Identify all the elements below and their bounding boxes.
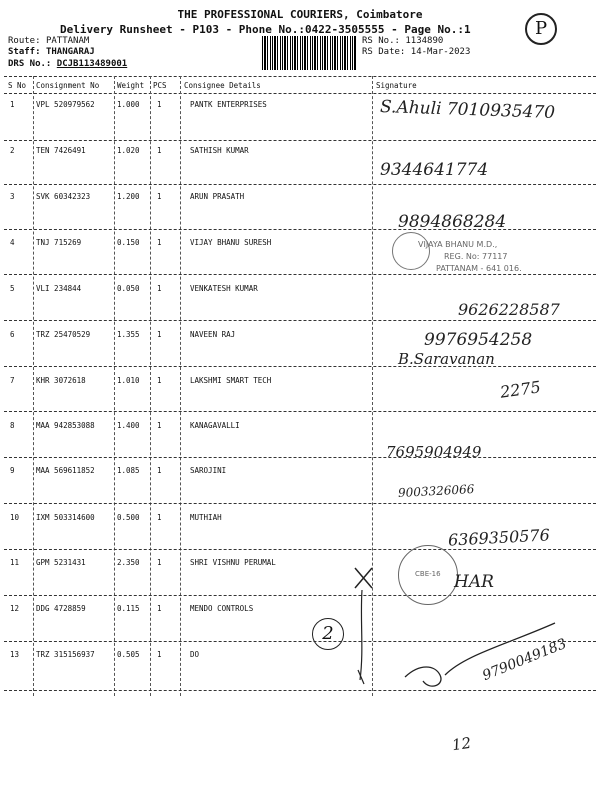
col-header-consignee: Consignee Details (184, 81, 261, 90)
row-consignee: VENKATESH KUMAR (190, 284, 258, 293)
row-weight: 0.505 (117, 650, 140, 659)
runsheet-title: Delivery Runsheet - P103 - Phone No.:0422-3505555 - Page No.:1 (60, 23, 471, 36)
stamp-handwriting: HAR (454, 572, 494, 592)
signature-scribble-icon (395, 615, 565, 695)
row-weight: 1.020 (117, 146, 140, 155)
row-pcs: 1 (157, 650, 162, 659)
row-sno: 3 (10, 192, 15, 201)
row-consignment: VLI 234844 (36, 284, 82, 293)
row-weight: 2.350 (117, 558, 140, 567)
row-separator (4, 274, 596, 275)
row-pcs: 1 (157, 146, 162, 155)
route-label: Route: (8, 36, 41, 46)
staff-line (8, 47, 95, 57)
row-signature: 9003326066 (397, 482, 475, 500)
row-consignment: SVK 60342323 (36, 192, 91, 201)
row-consignment: TNJ 715269 (36, 238, 82, 247)
row-signature: 9344641774 (380, 160, 489, 180)
row-signature: 9976954258 (424, 330, 533, 350)
row-consignment: TRZ 25470529 (36, 330, 91, 339)
row-consignment: IXM 503314600 (36, 513, 95, 522)
row-sno: 1 (10, 100, 15, 109)
row-weight: 1.400 (117, 421, 140, 430)
row-separator (4, 457, 596, 458)
row-consignee: LAKSHMI SMART TECH (190, 376, 272, 385)
row-separator (4, 184, 596, 185)
row-consignee: SAROJINI (190, 466, 227, 475)
barcode (262, 36, 357, 70)
row-sno: 11 (10, 558, 20, 567)
row-weight: 1.085 (117, 466, 140, 475)
row-sno: 8 (10, 421, 15, 430)
signer-name: B.Saravanan (398, 350, 495, 368)
row-sno: 12 (10, 604, 20, 613)
row-consignee: KANAGAVALLI (190, 421, 240, 430)
row-sno: 4 (10, 238, 15, 247)
page-mark-circled: P (525, 13, 557, 45)
row-signature: 2275 (498, 377, 542, 402)
row-consignee: NAVEEN RAJ (190, 330, 236, 339)
row-consignment: TEN 7426491 (36, 146, 86, 155)
col-divider-sno (33, 76, 34, 696)
stamp-seal-icon (392, 232, 430, 270)
row-consignment: VPL 520979562 (36, 100, 95, 109)
row-weight: 1.355 (117, 330, 140, 339)
table-header-rule (4, 93, 596, 94)
rs-date-line (362, 47, 470, 57)
route-value: PATTANAM (45, 36, 90, 46)
row-signature: 9790049183 (480, 635, 569, 685)
row-consignment: DDG 4728859 (36, 604, 86, 613)
footer-handwritten-note: 12 (450, 733, 473, 755)
row-separator (4, 411, 596, 412)
col-divider-weight (150, 76, 151, 696)
row-weight: 1.010 (117, 376, 140, 385)
col-header-pcs: PCS (153, 81, 167, 90)
row-consignee: PANTK ENTERPRISES (190, 100, 267, 109)
row-separator (4, 503, 596, 504)
row-pcs: 1 (157, 604, 162, 613)
rs-date-value: 14-Mar-2023 (410, 47, 471, 57)
rs-no-value: 1134890 (405, 36, 444, 46)
row-pcs: 1 (157, 284, 162, 293)
row-weight: 0.500 (117, 513, 140, 522)
row-weight: 1.000 (117, 100, 140, 109)
row-consignee: DO (190, 650, 200, 659)
row-pcs: 1 (157, 192, 162, 201)
row-weight: 0.115 (117, 604, 140, 613)
row-sno: 9 (10, 466, 15, 475)
rs-date-label: RS Date: (362, 47, 406, 57)
stamp-line-1: VIJAYA BHANU M.D., (418, 240, 498, 249)
col-header-weight: Weight (117, 81, 145, 90)
col-header-signature: Signature (376, 81, 417, 90)
row-pcs: 1 (157, 558, 162, 567)
col-header-sno: S No (8, 81, 27, 90)
row-pcs: 1 (157, 330, 162, 339)
row-signature: S.Ahuli 7010935470 (379, 96, 556, 124)
row-pcs: 1 (157, 466, 162, 475)
row-consignee: SATHISH KUMAR (190, 146, 249, 155)
circled-number-mark: 2 (312, 618, 344, 650)
col-header-consignment: Consignment No (36, 81, 100, 90)
drs-label: DRS No.: (8, 59, 52, 69)
row-consignee: ARUN PRASATH (190, 192, 245, 201)
rs-no-label: RS No.: (362, 36, 400, 46)
staff-label: Staff: (8, 47, 41, 57)
row-separator (4, 366, 596, 367)
route-line (8, 36, 89, 46)
row-consignment: GPM 5231431 (36, 558, 86, 567)
row-weight: 0.150 (117, 238, 140, 247)
col-divider-pcs (180, 76, 181, 696)
row-pcs: 1 (157, 100, 162, 109)
row-sno: 6 (10, 330, 15, 339)
row-weight: 1.200 (117, 192, 140, 201)
row-consignment: MAA 569611852 (36, 466, 95, 475)
row-consignee: MENDO CONTROLS (190, 604, 254, 613)
row-signature: 9894868284 (398, 212, 507, 232)
row-separator (4, 549, 596, 550)
row-separator (4, 320, 596, 321)
row-pcs: 1 (157, 513, 162, 522)
round-stamp-text: CBE-16 (415, 570, 441, 578)
stamp-line-3: PATTANAM - 641 016. (436, 264, 522, 273)
row-sno: 7 (10, 376, 15, 385)
stamp-line-2: REG. No: 77117 (444, 252, 508, 261)
row-consignee: SHRI VISHNU PERUMAL (190, 558, 276, 567)
row-weight: 0.050 (117, 284, 140, 293)
row-consignee: VIJAY BHANU SURESH (190, 238, 272, 247)
staff-value: THANGARAJ (45, 47, 95, 57)
row-consignment: KHR 3072618 (36, 376, 86, 385)
row-consignment: TRZ 315156937 (36, 650, 95, 659)
row-separator (4, 229, 596, 230)
col-divider-consignment (114, 76, 115, 696)
row-pcs: 1 (157, 421, 162, 430)
row-sno: 10 (10, 513, 20, 522)
row-signature: 6369350576 (447, 525, 551, 550)
row-consignment: MAA 942853088 (36, 421, 95, 430)
row-separator (4, 140, 596, 141)
drs-value: DCJB113489001 (56, 59, 128, 69)
row-signature: 7695904949 (386, 443, 482, 461)
row-sno: 2 (10, 146, 15, 155)
company-title: THE PROFESSIONAL COURIERS, Coimbatore (177, 8, 423, 21)
row-pcs: 1 (157, 376, 162, 385)
table-top-rule (4, 76, 596, 77)
row-consignee: MUTHIAH (190, 513, 222, 522)
row-sno: 5 (10, 284, 15, 293)
row-signature: 9626228587 (458, 300, 560, 319)
row-pcs: 1 (157, 238, 162, 247)
row-sno: 13 (10, 650, 20, 659)
rs-no-line (362, 36, 443, 46)
drs-line (8, 59, 127, 69)
